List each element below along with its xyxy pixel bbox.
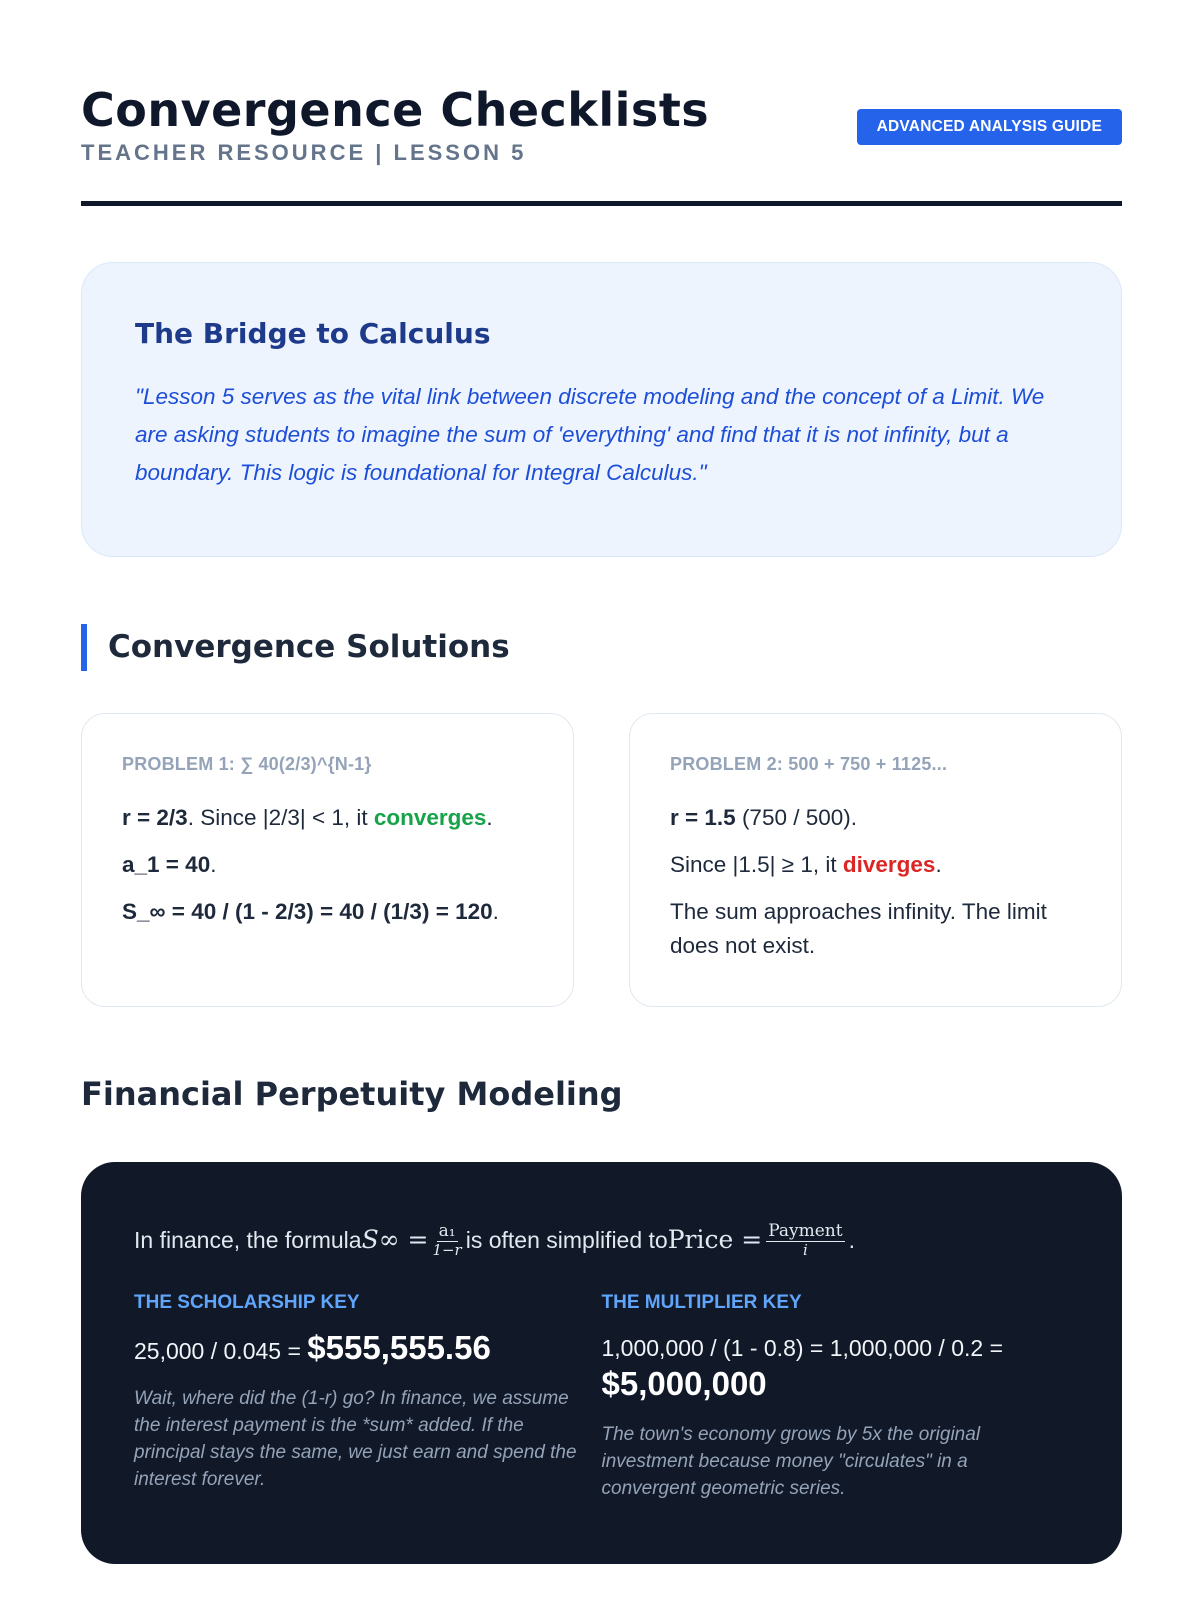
header (81, 80, 1122, 166)
multiplier-note: The town's economy grows by 5x the original investment because money "circulates" in a convergent geometric series. (601, 1424, 981, 1499)
formula-price-denominator: i (802, 1240, 808, 1259)
multiplier-key (602, 1292, 1070, 1502)
formula-price-fraction (766, 1222, 844, 1259)
problem-2-label: PROBLEM 2: 500 + 750 + 1125... (670, 754, 948, 774)
formula-sum-numerator: a₁ (438, 1220, 456, 1241)
formula-intro-middle: is often simplified to (465, 1227, 668, 1253)
multiplier-calc-text: 1,000,000 / (1 - 0.8) = 1,000,000 / 0.2 = (601, 1335, 1004, 1361)
problem-2-card (629, 713, 1122, 1007)
guide-badge: ADVANCED ANALYSIS GUIDE (857, 109, 1122, 145)
formula-sum-denominator: 1−r (432, 1240, 462, 1259)
problem-2-since-text: Since |1.5| ≥ 1, it (670, 852, 843, 877)
bridge-callout (81, 262, 1122, 557)
financial-keys (134, 1292, 1069, 1502)
formula-intro-before: In finance, the formula (134, 1227, 362, 1253)
problem-1-first-term-line: a_1 = 40. (122, 852, 217, 877)
problem-1-card (81, 713, 574, 1007)
multiplier-result: $5,000,000 (601, 1365, 767, 1402)
formula-intro: In finance, the formula S∞ = $\frac{\text{a₁}}{1-r}$ is often simplified to Price = $\frac{\text{Payment}}{i}$ . (134, 1220, 855, 1259)
solutions-heading: Convergence Solutions (81, 624, 510, 671)
bridge-quote: "Lesson 5 serves as the vital link between discrete modeling and the concept of a Limit. We are asking students to imagine the sum of 'everything' and find that it is not infinity, but a boundary. This logic is foundational for Integral Calculus." (135, 384, 1045, 485)
problem-2-ratio-line (670, 801, 1081, 835)
financial-heading: Financial Perpetuity Modeling (81, 1075, 623, 1113)
problem-2-ratio-text: (750 / 500). (735, 805, 858, 830)
problem-1-ratio-line: r = 2/3. Since |2/3| < 1, it converges. (122, 805, 493, 830)
problem-2-verdict-line: Since |1.5| ≥ 1, it diverges. (670, 852, 942, 877)
bridge-title: The Bridge to Calculus (135, 317, 491, 350)
multiplier-calc (602, 1330, 1070, 1405)
formula-price-numerator: Payment (768, 1220, 843, 1241)
problem-1-sum: S_∞ = 40 / (1 - 2/3) = 40 / (1/3) = 120 (122, 899, 493, 924)
problem-1-ratio-text: . Since |2/3| < 1, it (187, 805, 374, 830)
formula-sum-lhs: S∞ = (361, 1225, 429, 1254)
formula-sum-fraction (432, 1222, 461, 1259)
scholarship-calc (134, 1330, 602, 1369)
problem-2-conclusion: The sum approaches infinity. The limit does not exist. (670, 899, 1047, 958)
problem-1-verdict: converges (373, 805, 487, 830)
scholarship-note: Wait, where did the (1-r) go? In finance, we assume the interest payment is the *sum* added. If the principal stays the same, we just earn and spend the interest forever. (134, 1388, 577, 1490)
scholarship-result: $555,555.56 (307, 1329, 491, 1366)
formula-price-lhs: Price = (667, 1225, 763, 1254)
scholarship-key (134, 1292, 602, 1502)
problem-2-verdict: diverges (842, 852, 936, 877)
page-subtitle: TEACHER RESOURCE | LESSON 5 (81, 140, 527, 165)
problem-1-sum-line: S_∞ = 40 / (1 - 2/3) = 40 / (1/3) = 120. (122, 899, 499, 924)
problem-1-label: PROBLEM 1: ∑ 40(2/3)^{N-1} (122, 754, 372, 774)
scholarship-key-label: THE SCHOLARSHIP KEY (134, 1292, 360, 1313)
problem-1-ratio: r = 2/3 (122, 805, 188, 830)
problem-2-ratio: r = 1.5 (670, 805, 736, 830)
problem-1-first-term: a_1 = 40 (122, 852, 211, 877)
page-title: Convergence Checklists (81, 83, 710, 137)
scholarship-calc-text: 25,000 / 0.045 = (134, 1338, 308, 1364)
financial-panel (81, 1162, 1122, 1564)
header-divider (81, 201, 1122, 206)
multiplier-key-label: THE MULTIPLIER KEY (601, 1292, 802, 1313)
